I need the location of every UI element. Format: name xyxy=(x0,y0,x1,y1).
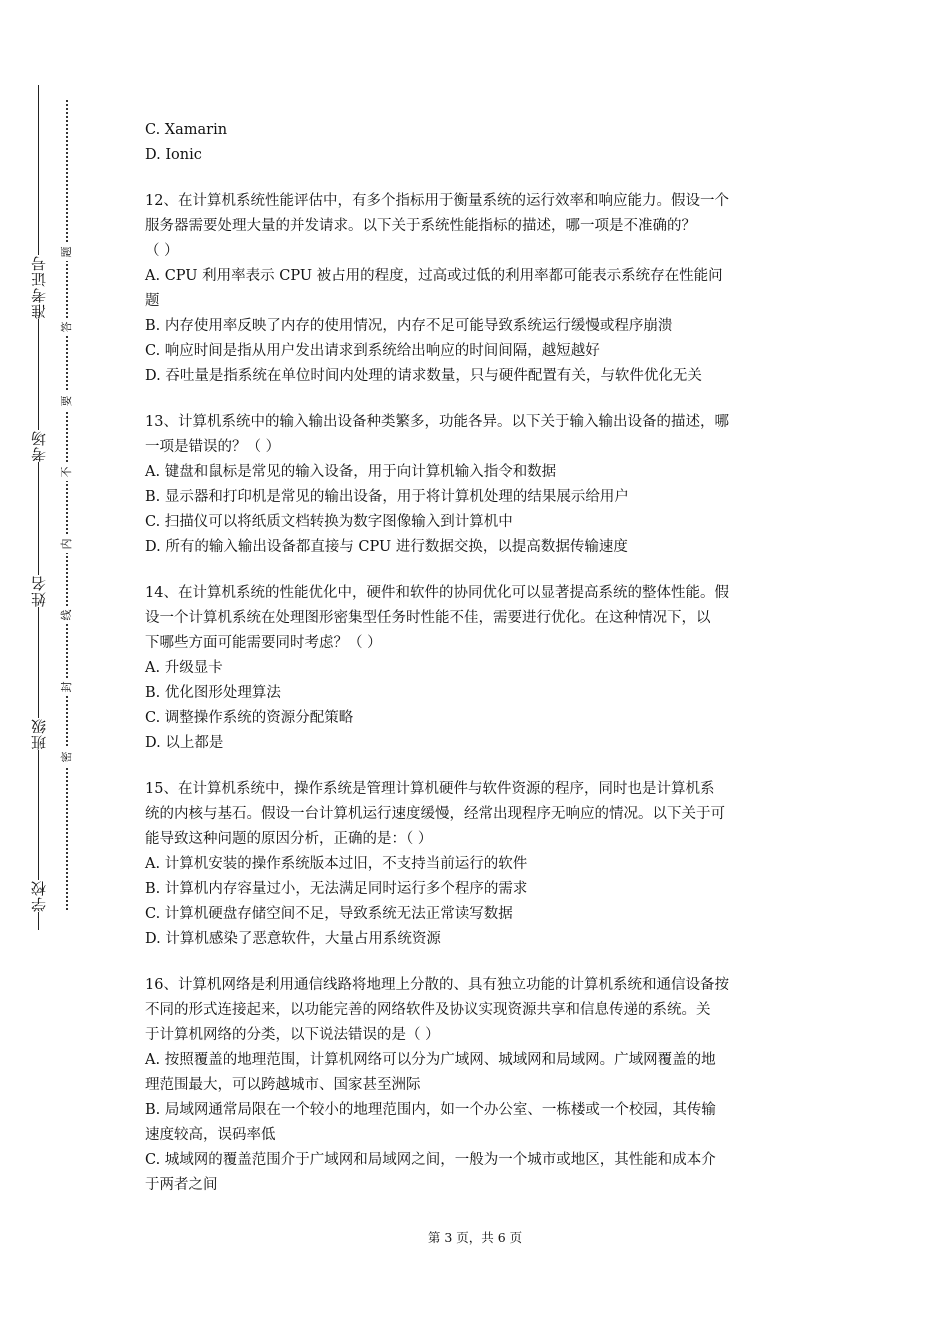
option-d: D. 以上都是 xyxy=(145,735,224,751)
option-a: 题 xyxy=(145,293,160,309)
question-stem: 下哪些方面可能需要同时考虑？（ ） xyxy=(145,635,382,651)
label-exam-number: 准考证号 xyxy=(25,255,53,319)
question-stem: 设一个计算机系统在处理图形密集型任务时性能不佳，需要进行优化。在这种情况下，以 xyxy=(145,610,711,626)
exam-content xyxy=(145,118,813,1219)
option-b: B. 内存使用率反映了内存的使用情况，内存不足可能导致系统运行缓慢或程序崩溃 xyxy=(145,318,673,334)
option-c: C. Xamarin xyxy=(145,122,228,138)
option-c: C. 扫描仪可以将纸质文档转换为数字图像输入到计算机中 xyxy=(145,514,513,530)
question-stem: 13、计算机系统中的输入输出设备种类繁多，功能各异。以下关于输入输出设备的描述，哪 xyxy=(145,414,729,430)
seal-char: 密 xyxy=(58,748,76,766)
option-c: 于两者之间 xyxy=(145,1177,218,1193)
seal-char: 答 xyxy=(58,318,76,336)
option-c: C. 城域网的覆盖范围介于广域网和局域网之间，一般为一个城市或地区，其性能和成本介 xyxy=(145,1152,716,1168)
option-b: B. 局域网通常局限在一个较小的地理范围内，如一个办公室、一栋楼或一个校园，其传输 xyxy=(145,1102,716,1118)
question-11-tail xyxy=(145,118,813,168)
option-d: D. 计算机感染了恶意软件，大量占用系统资源 xyxy=(145,931,441,947)
seal-char: 线 xyxy=(58,606,76,624)
question-stem: 统的内核与基石。假设一台计算机运行速度缓慢，经常出现程序无响应的情况。以下关于可 xyxy=(145,806,725,822)
question-12 xyxy=(145,189,813,389)
seal-char: 题 xyxy=(58,243,76,261)
option-c: C. 计算机硬盘存储空间不足，导致系统无法正常读写数据 xyxy=(145,906,513,922)
question-stem: 不同的形式连接起来，以功能完善的网络软件及协议实现资源共享和信息传递的系统。关 xyxy=(145,1002,711,1018)
option-b: B. 显示器和打印机是常见的输出设备，用于将计算机处理的结果展示给用户 xyxy=(145,489,629,505)
seal-char: 封 xyxy=(58,678,76,696)
option-a: A. 按照覆盖的地理范围，计算机网络可以分为广域网、城域网和局域网。广域网覆盖的地 xyxy=(145,1052,716,1068)
page-number: 第 3 页，共 6 页 xyxy=(427,1230,523,1245)
question-14 xyxy=(145,581,813,756)
question-13 xyxy=(145,410,813,560)
label-name: 姓名 xyxy=(25,575,53,607)
label-exam-room: 考场 xyxy=(25,430,53,462)
question-stem: 12、在计算机系统性能评估中，有多个指标用于衡量系统的运行效率和响应能力。假设一个 xyxy=(145,193,729,209)
margin-solid-line xyxy=(38,85,39,930)
seal-char: 不 xyxy=(58,463,76,481)
question-stem: 服务器需要处理大量的并发请求。以下关于系统性能指标的描述，哪一项是不准确的？ xyxy=(145,218,696,234)
option-a: A. CPU 利用率表示 CPU 被占用的程度，过高或过低的利用率都可能表示系统存在性能问 xyxy=(145,268,723,284)
option-a: A. 计算机安装的操作系统版本过旧，不支持当前运行的软件 xyxy=(145,856,528,872)
question-stem: 15、在计算机系统中，操作系统是管理计算机硬件与软件资源的程序，同时也是计算机系 xyxy=(145,781,715,797)
binding-margin xyxy=(0,0,110,1344)
option-c: C. 调整操作系统的资源分配策略 xyxy=(145,710,354,726)
label-school: 学校 xyxy=(25,880,53,912)
option-b: 速度较高，误码率低 xyxy=(145,1127,276,1143)
question-15 xyxy=(145,777,813,952)
seal-char: 内 xyxy=(58,535,76,553)
option-d: D. 所有的输入输出设备都直接与 CPU 进行数据交换，以提高数据传输速度 xyxy=(145,539,628,555)
question-stem: 16、计算机网络是利用通信线路将地理上分散的、具有独立功能的计算机系统和通信设备按 xyxy=(145,977,729,993)
question-stem: 14、在计算机系统的性能优化中，硬件和软件的协同优化可以显著提高系统的整体性能。假 xyxy=(145,585,729,601)
option-d: D. 吞吐量是指系统在单位时间内处理的请求数量，只与硬件配置有关，与软件优化无关 xyxy=(145,368,702,384)
option-b: B. 优化图形处理算法 xyxy=(145,685,281,701)
question-stem: 于计算机网络的分类，以下说法错误的是（ ） xyxy=(145,1027,440,1043)
option-a: 理范围最大，可以跨越城市、国家甚至洲际 xyxy=(145,1077,421,1093)
label-class: 班级 xyxy=(25,718,53,750)
option-b: B. 计算机内存容量过小，无法满足同时运行多个程序的需求 xyxy=(145,881,528,897)
margin-dotted-line xyxy=(66,100,68,910)
question-stem: （ ） xyxy=(145,243,179,259)
question-stem: 能导致这种问题的原因分析，正确的是：（ ） xyxy=(145,831,433,847)
option-d: D. Ionic xyxy=(145,147,202,163)
question-stem: 一项是错误的？（ ） xyxy=(145,439,281,455)
option-a: A. 键盘和鼠标是常见的输入设备，用于向计算机输入指令和数据 xyxy=(145,464,557,480)
seal-char: 要 xyxy=(58,392,76,410)
question-16 xyxy=(145,973,813,1198)
option-a: A. 升级显卡 xyxy=(145,660,223,676)
option-c: C. 响应时间是指从用户发出请求到系统给出响应的时间间隔，越短越好 xyxy=(145,343,600,359)
